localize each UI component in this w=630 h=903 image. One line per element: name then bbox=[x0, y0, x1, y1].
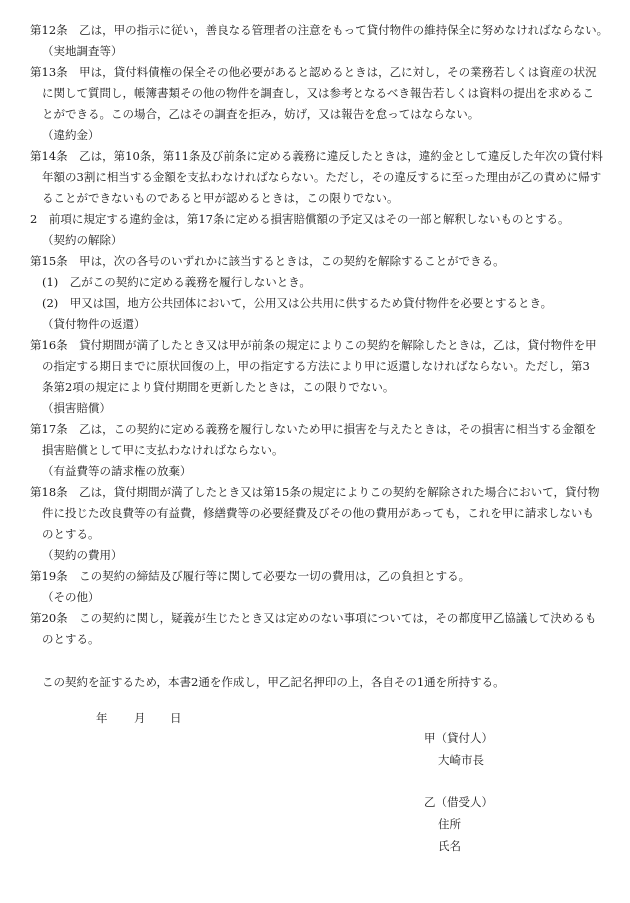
heading-expenses: （契約の費用） bbox=[42, 548, 123, 562]
heading-waiver: （有益費等の請求権の放棄） bbox=[42, 464, 192, 478]
article-18-line-2: 件に投じた改良費等の有益費，修繕費等の必要経費及びその他の費用があっても，これを甲に請求しないも bbox=[42, 506, 594, 520]
article-17-line-1: 第17条 乙は，この契約に定める義務を履行しないため甲に損害を与えたときは，その損害に相当する金額を bbox=[30, 422, 597, 436]
heading-return: （貸付物件の返還） bbox=[42, 317, 146, 331]
heading-termination: （契約の解除） bbox=[42, 233, 123, 247]
lessor-heading: 甲（貸付人） bbox=[424, 731, 493, 745]
lessee-name-label: 氏名 bbox=[438, 839, 461, 853]
date-month: 月 bbox=[134, 711, 146, 725]
article-14-paragraph-2: 2 前項に規定する違約金は，第17条に定める損害賠償額の予定又はその一部と解釈しないものとする。 bbox=[30, 212, 570, 226]
heading-inspection: （実地調査等） bbox=[42, 44, 123, 58]
heading-other: （その他） bbox=[42, 590, 100, 604]
lessor-name: 大崎市長 bbox=[438, 753, 484, 767]
article-20-line-1: 第20条 この契約に関し，疑義が生じたとき又は定めのない事項については，その都度甲乙協議して決めるも bbox=[30, 611, 597, 625]
date-year: 年 bbox=[96, 711, 108, 725]
article-14-line-1: 第14条 乙は，第10条，第11条及び前条に定める義務に違反したときは，違約金として違反した年次の貸付料 bbox=[30, 149, 603, 163]
article-13-line-2: に関して質問し，帳簿書類その他の物件を調査し，又は参考となるべき報告若しくは資料の提出を求めるこ bbox=[42, 86, 594, 100]
article-16-line-3: 条第2項の規定により貸付期間を更新したときは，この限りでない。 bbox=[42, 380, 395, 394]
article-18-line-3: のとする。 bbox=[42, 527, 100, 541]
article-12-line-1: 第12条 乙は，甲の指示に従い，善良なる管理者の注意をもって貸付物件の維持保全に努めなければならない。 bbox=[30, 23, 609, 37]
lessee-heading: 乙（借受人） bbox=[424, 795, 493, 809]
attestation-clause: この契約を証するため，本書2通を作成し，甲乙記名押印の上，各自その1通を所持する。 bbox=[42, 675, 505, 689]
article-15-item-1: (1) 乙がこの契約に定める義務を履行しないとき。 bbox=[42, 275, 311, 289]
article-15-line-1: 第15条 甲は，次の各号のいずれかに該当するときは，この契約を解除することができる。 bbox=[30, 254, 505, 268]
article-14-line-3: ることができないものであると甲が認めるときは，この限りでない。 bbox=[42, 191, 399, 205]
article-13-line-3: とができる。この場合，乙はその調査を拒み，妨げ，又は報告を怠ってはならない。 bbox=[42, 107, 480, 121]
article-15-item-2: (2) 甲又は国，地方公共団体において，公用又は公共用に供するため貸付物件を必要とするとき。 bbox=[42, 296, 553, 310]
article-13-line-1: 第13条 甲は，貸付料債権の保全その他必要があると認めるときは，乙に対し，その業務若しくは資産の状況 bbox=[30, 65, 597, 79]
article-17-line-2: 損害賠償として甲に支払わなければならない。 bbox=[42, 443, 284, 457]
lessee-address-label: 住所 bbox=[438, 817, 461, 831]
heading-damages: （損害賠償） bbox=[42, 401, 111, 415]
article-18-line-1: 第18条 乙は，貸付期間が満了したとき又は第15条の規定によりこの契約を解除された場合において，貸付物 bbox=[30, 485, 600, 499]
article-16-line-1: 第16条 貸付期間が満了したとき又は甲が前条の規定によりこの契約を解除したときは，乙は，貸付物件を甲 bbox=[30, 338, 597, 352]
article-19-line-1: 第19条 この契約の締結及び履行等に関して必要な一切の費用は，乙の負担とする。 bbox=[30, 569, 471, 583]
date-day: 日 bbox=[170, 711, 182, 725]
article-16-line-2: の指定する期日までに原状回復の上，甲の指定する方法により甲に返還しなければならない。ただし，第3 bbox=[42, 359, 590, 373]
article-20-line-2: のとする。 bbox=[42, 632, 100, 646]
article-14-line-2: 年額の3割に相当する金額を支払わなければならない。ただし，その違反するに至った理由が乙の責めに帰す bbox=[42, 170, 602, 184]
heading-penalty: （違約金） bbox=[42, 128, 100, 142]
